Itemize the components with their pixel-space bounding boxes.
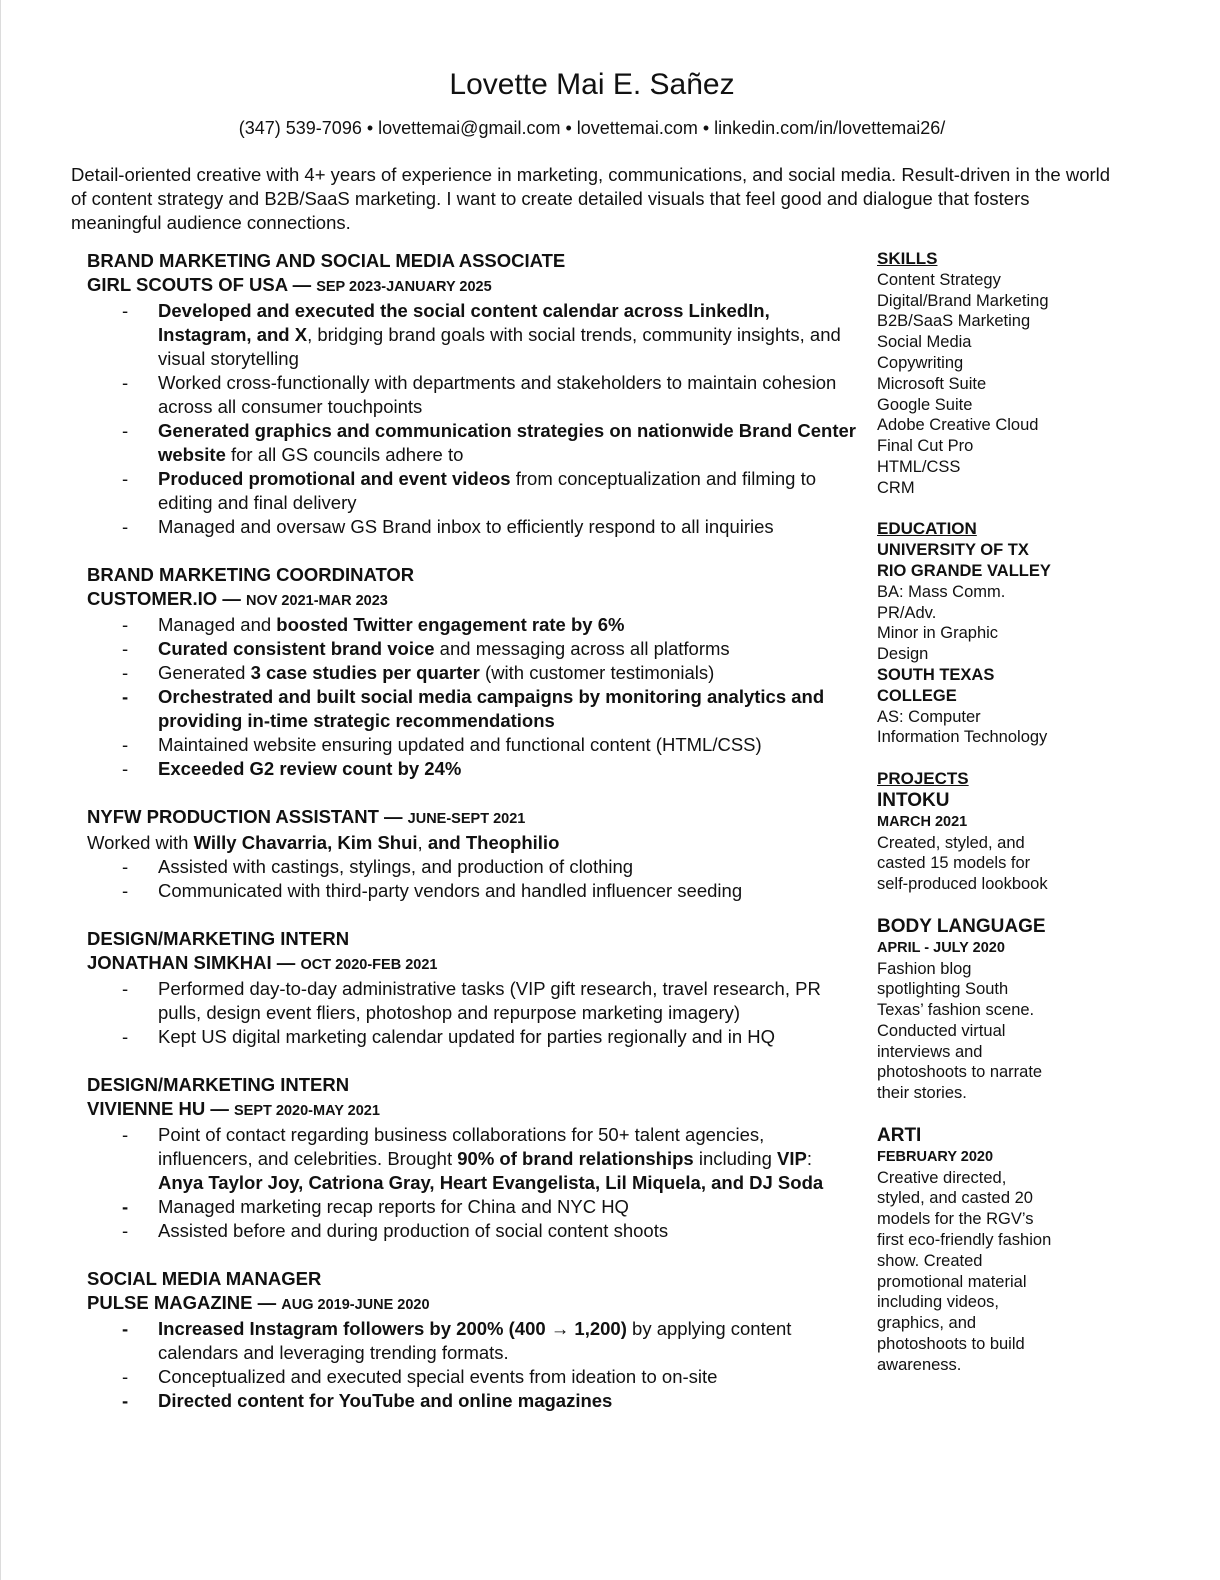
project-desc-line: styled, and casted 20 bbox=[877, 1189, 1033, 1208]
bullet-item bbox=[87, 613, 857, 637]
job-entry bbox=[87, 563, 857, 781]
job-entry bbox=[87, 1073, 857, 1243]
bullet-rest: from conceptualization and filming to editing and final delivery bbox=[158, 468, 817, 513]
bullet-bold: 3 case studies per quarter bbox=[250, 662, 480, 683]
bullet-bold3: Anya Taylor Joy, Catriona Gray, Heart Evangelista, Lil Miquela, and DJ Soda bbox=[158, 1172, 824, 1193]
project-desc-line: Creative directed, bbox=[877, 1168, 1007, 1187]
job-title: BRAND MARKETING COORDINATOR bbox=[87, 564, 415, 585]
bullet-lead: Managed marketing recap reports for China and NYC HQ bbox=[158, 1196, 629, 1217]
bullet-item bbox=[87, 685, 857, 733]
job-date: NOV 2021-MAR 2023 bbox=[245, 593, 388, 609]
project-desc-line: first eco-friendly fashion bbox=[877, 1231, 1052, 1250]
bullet-item bbox=[87, 1219, 857, 1243]
job-entry bbox=[87, 1267, 857, 1413]
bullet-lead: Managed and oversaw GS Brand inbox to efficiently respond to all inquiries bbox=[158, 516, 774, 537]
school-detail-line: Design bbox=[877, 645, 929, 664]
job-org: JONATHAN SIMKHAI bbox=[87, 952, 272, 973]
project-date: MARCH 2021 bbox=[877, 813, 968, 830]
job-org-line bbox=[87, 587, 857, 613]
education-list bbox=[877, 540, 1077, 748]
bullet-item bbox=[87, 1365, 857, 1389]
bullet-item bbox=[87, 757, 857, 781]
skill-item: Social Media bbox=[877, 333, 972, 352]
intro-bold: Willy Chavarria, Kim Shui bbox=[193, 832, 418, 853]
job-entry bbox=[87, 805, 857, 903]
project-desc-line: Created, styled, and bbox=[877, 833, 1025, 852]
bullet-item bbox=[87, 977, 857, 1025]
education-heading: EDUCATION bbox=[877, 519, 977, 539]
bullet-item bbox=[87, 1123, 857, 1195]
school-detail-line: Minor in Graphic bbox=[877, 624, 999, 643]
bullet-lead: Communicated with third-party vendors and handled influencer seeding bbox=[158, 880, 743, 901]
job-date: JUNE-SEPT 2021 bbox=[407, 811, 526, 827]
experience-column bbox=[87, 249, 857, 1437]
job-date: SEP 2023-JANUARY 2025 bbox=[316, 279, 492, 295]
project-date: APRIL - JULY 2020 bbox=[877, 939, 1005, 956]
job-title: SOCIAL MEDIA MANAGER bbox=[87, 1268, 322, 1289]
skills-section bbox=[877, 249, 1077, 499]
school-detail-line: PR/Adv. bbox=[877, 603, 937, 622]
project-desc-line: self-produced lookbook bbox=[877, 875, 1048, 894]
school bbox=[877, 540, 1077, 665]
job-org: PULSE MAGAZINE bbox=[87, 1292, 253, 1313]
skill-item: CRM bbox=[877, 478, 915, 497]
skill-item: HTML/CSS bbox=[877, 457, 961, 476]
project bbox=[877, 790, 1077, 895]
job-separator: — bbox=[378, 806, 408, 827]
project-name: INTOKU bbox=[877, 789, 950, 811]
bullet-item bbox=[87, 733, 857, 757]
skills-list bbox=[877, 270, 1077, 499]
bullet-bold: 90% of brand relationships bbox=[457, 1148, 694, 1169]
school-name-line: RIO GRANDE VALLEY bbox=[877, 561, 1051, 580]
job-org-line bbox=[87, 1097, 857, 1123]
job-date: AUG 2019-JUNE 2020 bbox=[281, 1297, 430, 1313]
candidate-name: Lovette Mai E. Sañez bbox=[449, 68, 735, 101]
bullet-bold: Increased Instagram followers by 200% (400 → 1,200) bbox=[158, 1318, 627, 1339]
project-desc-line: Conducted virtual bbox=[877, 1021, 1006, 1040]
skills-heading: SKILLS bbox=[877, 249, 938, 268]
bullet-item bbox=[87, 1025, 857, 1049]
bullet-item bbox=[87, 637, 857, 661]
bullet-item bbox=[87, 467, 857, 515]
bullet-item bbox=[87, 299, 857, 371]
sidebar bbox=[877, 249, 1077, 1396]
school-detail-line: BA: Mass Comm. bbox=[877, 582, 1006, 601]
bullet-list bbox=[87, 299, 857, 539]
project-desc-line: models for the RGV’s bbox=[877, 1210, 1034, 1229]
bullet-lead: Assisted with castings, stylings, and production of clothing bbox=[158, 856, 634, 877]
bullet-list bbox=[87, 613, 857, 781]
project-date: FEBRUARY 2020 bbox=[877, 1148, 994, 1165]
project-desc-line: including videos, bbox=[877, 1293, 999, 1312]
bullet-list bbox=[87, 855, 857, 903]
project-desc-line: Fashion blog bbox=[877, 959, 972, 978]
project-desc-line: graphics, and bbox=[877, 1314, 977, 1333]
job-org-line bbox=[87, 951, 857, 977]
job-org-line bbox=[87, 805, 857, 831]
bullet-item bbox=[87, 855, 857, 879]
bullet-item bbox=[87, 371, 857, 419]
job-org-line bbox=[87, 1291, 857, 1317]
bullet-bold: Developed and executed the social content calendar across LinkedIn, Instagram, and X bbox=[158, 300, 770, 345]
job-date: OCT 2020-FEB 2021 bbox=[300, 957, 438, 973]
project-desc-line: photoshoots to build bbox=[877, 1335, 1025, 1354]
bullet-rest: including bbox=[693, 1148, 778, 1169]
bullet-lead: Point of contact regarding business collaborations for 50+ talent agencies, influencers, and celebrities. Brought bbox=[158, 1124, 765, 1169]
job-org-line bbox=[87, 273, 857, 299]
job-org: NYFW PRODUCTION ASSISTANT bbox=[87, 806, 379, 827]
job-separator: — bbox=[271, 952, 301, 973]
bullet-bold: boosted Twitter engagement rate by 6% bbox=[276, 614, 625, 635]
summary-paragraph: Detail-oriented creative with 4+ years of experience in marketing, communications, and social media. Result-driven in the world of content strategy and B2B/SaaS marketing. I want to create detailed visuals that feel good and dialogue that fosters meaningful audience connections. bbox=[71, 164, 1111, 233]
school-name-line: UNIVERSITY OF TX bbox=[877, 541, 1029, 560]
contact-line: (347) 539-7096 • lovettemai@gmail.com • lovettemai.com • linkedin.com/in/lovettemai26/ bbox=[238, 118, 946, 138]
bullet-rest: , bridging brand goals with social trends, community insights, and visual storytelling bbox=[158, 324, 841, 369]
job-entry bbox=[87, 927, 857, 1049]
bullet-bold2: VIP bbox=[777, 1148, 807, 1169]
job-org: CUSTOMER.IO bbox=[87, 588, 218, 609]
bullet-rest: by applying content calendars and leveraging trending formats. bbox=[158, 1318, 792, 1363]
job-org: GIRL SCOUTS OF USA bbox=[87, 274, 288, 295]
job-separator: — bbox=[217, 588, 246, 609]
bullet-item bbox=[87, 515, 857, 539]
projects-list bbox=[877, 790, 1077, 1376]
projects-section bbox=[877, 769, 1077, 1376]
school-name-line: SOUTH TEXAS bbox=[877, 665, 995, 684]
intro-lead: Worked with bbox=[87, 832, 194, 853]
intro-bold2: and Theophilio bbox=[427, 832, 560, 853]
project-desc-line: spotlighting South bbox=[877, 980, 1009, 999]
project-name: BODY LANGUAGE bbox=[877, 915, 1046, 937]
skill-item: Adobe Creative Cloud bbox=[877, 416, 1039, 435]
bullet-lead: Generated bbox=[158, 662, 251, 683]
skill-item: Digital/Brand Marketing bbox=[877, 291, 1049, 310]
bullet-bold: Produced promotional and event videos bbox=[158, 468, 511, 489]
job-org: VIVIENNE HU bbox=[87, 1098, 206, 1119]
bullet-lead: Assisted before and during production of social content shoots bbox=[158, 1220, 669, 1241]
school-name-line: COLLEGE bbox=[877, 686, 957, 705]
job-separator: — bbox=[287, 274, 317, 295]
intro-mid: , bbox=[417, 832, 428, 853]
bullet-item bbox=[87, 419, 857, 467]
bullet-list bbox=[87, 1317, 857, 1413]
project-desc-line: Texas’ fashion scene. bbox=[877, 1001, 1035, 1020]
project bbox=[877, 916, 1077, 1104]
bullet-rest: for all GS councils adhere to bbox=[225, 444, 464, 465]
bullet-lead: Managed and bbox=[158, 614, 277, 635]
bullet-item bbox=[87, 1317, 857, 1365]
bullet-item bbox=[87, 1389, 857, 1413]
job-separator: — bbox=[252, 1292, 282, 1313]
bullet-bold: Generated graphics and communication strategies on nationwide Brand Center website bbox=[158, 420, 856, 465]
project-desc-line: promotional material bbox=[877, 1272, 1027, 1291]
skill-item: Google Suite bbox=[877, 395, 973, 414]
bullet-rest: (with customer testimonials) bbox=[479, 662, 715, 683]
skill-item: Copywriting bbox=[877, 353, 964, 372]
job-title: BRAND MARKETING AND SOCIAL MEDIA ASSOCIATE bbox=[87, 250, 566, 271]
bullet-lead: Conceptualized and executed special events from ideation to on-site bbox=[158, 1366, 718, 1387]
project-desc-line: show. Created bbox=[877, 1251, 983, 1270]
bullet-item bbox=[87, 1195, 857, 1219]
skill-item: B2B/SaaS Marketing bbox=[877, 312, 1031, 331]
bullet-bold: Orchestrated and built social media campaigns by monitoring analytics and providing in-time strategic recommendations bbox=[158, 686, 825, 731]
bullet-lead: Worked cross-functionally with departments and stakeholders to maintain cohesion across all consumer touchpoints bbox=[158, 372, 837, 417]
job-entry bbox=[87, 249, 857, 539]
bullet-bold: Directed content for YouTube and online magazines bbox=[158, 1390, 613, 1411]
project-name: ARTI bbox=[877, 1124, 922, 1146]
bullet-list bbox=[87, 977, 857, 1049]
bullet-item bbox=[87, 661, 857, 685]
skill-item: Microsoft Suite bbox=[877, 374, 987, 393]
bullet-list bbox=[87, 1123, 857, 1243]
project-desc-line: interviews and bbox=[877, 1042, 983, 1061]
job-intro bbox=[87, 831, 857, 855]
skill-item: Final Cut Pro bbox=[877, 437, 974, 456]
project-desc-line: casted 15 models for bbox=[877, 854, 1031, 873]
school-detail-line: AS: Computer bbox=[877, 707, 981, 726]
project-desc-line: photoshoots to narrate bbox=[877, 1063, 1043, 1082]
bullet-rest: and messaging across all platforms bbox=[434, 638, 730, 659]
job-separator: — bbox=[205, 1098, 234, 1119]
school bbox=[877, 665, 1077, 748]
job-date: SEPT 2020-MAY 2021 bbox=[234, 1103, 380, 1119]
bullet-lead: Kept US digital marketing calendar updated for parties regionally and in HQ bbox=[158, 1026, 776, 1047]
project-desc-line: awareness. bbox=[877, 1355, 962, 1374]
bullet-bold: Exceeded G2 review count by 24% bbox=[158, 758, 462, 779]
projects-heading: PROJECTS bbox=[877, 768, 969, 788]
job-title: DESIGN/MARKETING INTERN bbox=[87, 1074, 350, 1095]
project bbox=[877, 1125, 1077, 1376]
project-desc-line: their stories. bbox=[877, 1084, 967, 1103]
bullet-bold: Curated consistent brand voice bbox=[158, 638, 435, 659]
bullet-lead: Performed day-to-day administrative tasks (VIP gift research, travel research, PR pulls, design event fliers, photoshop and repurpose marketing imagery) bbox=[158, 978, 821, 1023]
skill-item: Content Strategy bbox=[877, 270, 1001, 289]
bullet-lead: Maintained website ensuring updated and functional content (HTML/CSS) bbox=[158, 734, 762, 755]
bullet-rest2: : bbox=[806, 1148, 812, 1169]
job-title: DESIGN/MARKETING INTERN bbox=[87, 928, 350, 949]
school-detail-line: Information Technology bbox=[877, 728, 1048, 747]
bullet-item bbox=[87, 879, 857, 903]
education-section bbox=[877, 519, 1077, 748]
